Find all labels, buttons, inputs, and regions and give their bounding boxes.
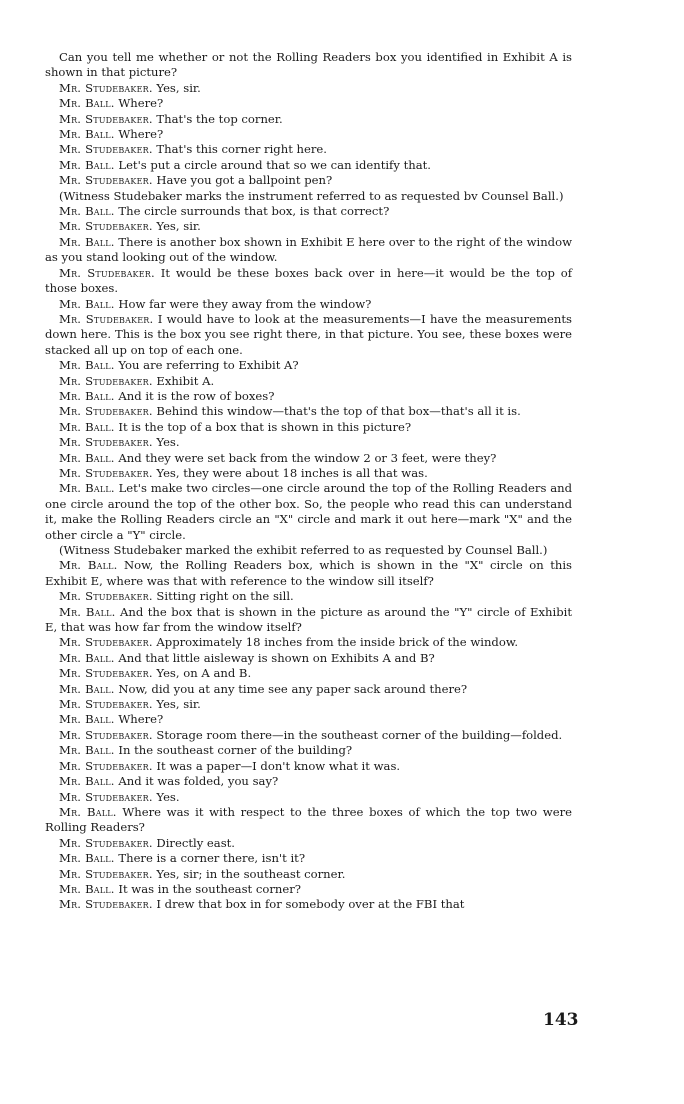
speech-text: Yes, sir. xyxy=(156,697,201,712)
speech-text: Storage room there—in the southeast corner of the building—folded. xyxy=(156,727,563,742)
transcript-paragraph xyxy=(45,142,572,157)
speaker-name: Mr. Studebaker. xyxy=(59,219,153,234)
speech-text: (Witness Studebaker marks the instrument referred to as requested bv Counsel Ball.) xyxy=(59,188,564,203)
speaker-name: Mr. Studebaker. xyxy=(59,697,153,712)
transcript-paragraph xyxy=(45,451,572,466)
transcript-paragraph xyxy=(45,158,572,173)
speech-text: There is a corner there, isn't it? xyxy=(118,851,306,866)
transcript-paragraph xyxy=(45,589,572,604)
speech-text: Now, the Rolling Readers box, which is shown in the "X" circle on this Exhibit E, where was that with reference to the window sill itself? xyxy=(45,558,572,588)
speaker-name: Mr. Ball. xyxy=(59,296,115,311)
speaker-name: Mr. Ball. xyxy=(59,481,115,496)
speaker-name: Mr. Studebaker. xyxy=(59,897,153,912)
speech-text: Directly east. xyxy=(156,835,235,850)
transcript-paragraph xyxy=(45,466,572,481)
speech-text: Yes. xyxy=(156,435,180,450)
speech-text: And it was folded, you say? xyxy=(118,774,279,789)
speaker-name: Mr. Studebaker. xyxy=(59,142,153,157)
speaker-name: Mr. Studebaker. xyxy=(59,727,153,742)
transcript-paragraph xyxy=(45,173,572,188)
speech-text: I would have to look at the measurements—I have the measurements down here. This is the box you see right there, in that picture. You see, these boxes were stacked all up on top of each one. xyxy=(45,311,572,357)
transcript-paragraph xyxy=(45,189,572,204)
transcript-paragraph xyxy=(45,266,572,297)
transcript-paragraph xyxy=(45,867,572,882)
transcript-paragraph xyxy=(45,882,572,897)
speaker-name: Mr. Studebaker. xyxy=(59,666,153,681)
speaker-name: Mr. Ball. xyxy=(59,358,115,373)
transcript-paragraph xyxy=(45,697,572,712)
speech-text: Have you got a ballpoint pen? xyxy=(156,173,333,188)
speaker-name: Mr. Ball. xyxy=(59,558,118,573)
speech-text: Approximately 18 inches from the inside brick of the window. xyxy=(156,635,519,650)
transcript-paragraph xyxy=(45,851,572,866)
transcript-paragraph xyxy=(45,435,572,450)
speech-text: Exhibit A. xyxy=(156,373,215,388)
transcript-paragraph xyxy=(45,728,572,743)
speech-text: Where? xyxy=(118,96,164,111)
transcript-paragraph xyxy=(45,235,572,266)
transcript-paragraph xyxy=(45,312,572,358)
speech-text: Now, did you at any time see any paper sack around there? xyxy=(118,681,468,696)
speaker-name: Mr. Ball. xyxy=(59,419,115,434)
speech-text: Yes. xyxy=(156,789,180,804)
transcript-paragraph xyxy=(45,420,572,435)
transcript-body xyxy=(45,50,572,913)
speech-text: In the southeast corner of the building? xyxy=(118,743,353,758)
transcript-paragraph xyxy=(45,112,572,127)
transcript-paragraph xyxy=(45,682,572,697)
speaker-name: Mr. Studebaker. xyxy=(59,589,153,604)
transcript-paragraph xyxy=(45,774,572,789)
speech-text: It was in the southeast corner? xyxy=(118,881,301,896)
speech-text: And they were set back from the window 2 or 3 feet, were they? xyxy=(118,450,497,465)
transcript-paragraph xyxy=(45,96,572,111)
transcript-paragraph xyxy=(45,81,572,96)
speech-text: Where was it with respect to the three boxes of which the top two were Rolling Readers? xyxy=(45,804,572,835)
speaker-name: Mr. Ball. xyxy=(59,388,115,403)
transcript-paragraph xyxy=(45,712,572,727)
speaker-name: Mr. Studebaker. xyxy=(59,835,153,850)
speaker-name: Mr. Studebaker. xyxy=(59,311,154,326)
speaker-name: Mr. Ball. xyxy=(59,881,115,896)
transcript-paragraph xyxy=(45,50,572,81)
speaker-name: Mr. Studebaker. xyxy=(59,635,153,650)
speaker-name: Mr. Studebaker. xyxy=(59,173,153,188)
speech-text: Let's make two circles—one circle around the top of the Rolling Readers and one circle around the top of the other box. So, the people who read this can understand it, make the Rolling Readers circle an "X" circle and mark it out here—mark "X" and the other circle a "Y" circle. xyxy=(45,481,572,542)
speaker-name: Mr. Ball. xyxy=(59,851,115,866)
speaker-name: Mr. Ball. xyxy=(59,96,115,111)
speech-text: (Witness Studebaker marked the exhibit referred to as requested by Counsel Ball.) xyxy=(59,543,548,557)
page-number: 143 xyxy=(543,1010,579,1030)
speaker-name: Mr. Studebaker. xyxy=(59,111,153,126)
transcript-paragraph xyxy=(45,605,572,636)
speech-text: Yes, they were about 18 inches is all that was. xyxy=(156,465,428,480)
transcript-paragraph xyxy=(45,651,572,666)
speech-text: The circle surrounds that box, is that correct? xyxy=(118,204,390,219)
speaker-name: Mr. Ball. xyxy=(59,450,115,465)
transcript-paragraph xyxy=(45,805,572,836)
speech-text: It was a paper—I don't know what it was. xyxy=(156,758,401,773)
speaker-name: Mr. Ball. xyxy=(59,157,115,172)
transcript-paragraph xyxy=(45,219,572,234)
speech-text: Yes, sir; in the southeast corner. xyxy=(156,866,346,881)
transcript-paragraph xyxy=(45,127,572,142)
transcript-paragraph xyxy=(45,558,572,589)
speech-text: You are referring to Exhibit A? xyxy=(118,358,299,373)
speech-text: Behind this window—that's the top of that box—that's all it is. xyxy=(156,404,521,419)
speaker-name: Mr. Studebaker. xyxy=(59,80,153,95)
transcript-paragraph xyxy=(45,389,572,404)
transcript-paragraph xyxy=(45,790,572,805)
speaker-name: Mr. Studebaker. xyxy=(59,789,153,804)
speaker-name: Mr. Ball. xyxy=(59,127,115,142)
speaker-name: Mr. Studebaker. xyxy=(59,435,153,450)
speaker-name: Mr. Ball. xyxy=(59,774,115,789)
speech-text: How far were they away from the window? xyxy=(118,296,372,311)
speech-text: Yes, on A and B. xyxy=(156,666,252,681)
speaker-name: Mr. Ball. xyxy=(59,650,115,665)
speaker-name: Mr. Ball. xyxy=(59,604,116,619)
speech-text: Where? xyxy=(118,712,164,727)
transcript-paragraph xyxy=(45,374,572,389)
speaker-name: Mr. Studebaker. xyxy=(59,373,153,388)
speaker-name: Mr. Ball. xyxy=(59,204,115,219)
transcript-paragraph xyxy=(45,897,572,912)
transcript-paragraph xyxy=(45,204,572,219)
transcript-paragraph xyxy=(45,836,572,851)
transcript-paragraph xyxy=(45,743,572,758)
speech-text: It is the top of a box that is shown in this picture? xyxy=(118,419,412,434)
speaker-name: Mr. Ball. xyxy=(59,804,117,819)
speaker-name: Mr. Ball. xyxy=(59,681,115,696)
speech-text: There is another box shown in Exhibit E here over to the right of the window as you stand looking out of the window. xyxy=(45,234,572,265)
transcript-paragraph xyxy=(45,297,572,312)
speaker-name: Mr. Studebaker. xyxy=(59,404,153,419)
speaker-name: Mr. Studebaker. xyxy=(59,866,153,881)
speech-text: Let's put a circle around that so we can identify that. xyxy=(118,157,431,172)
speaker-name: Mr. Studebaker. xyxy=(59,265,155,280)
transcript-paragraph xyxy=(45,481,572,543)
speaker-name: Mr. Studebaker. xyxy=(59,758,153,773)
transcript-paragraph xyxy=(45,759,572,774)
transcript-paragraph xyxy=(45,404,572,419)
transcript-paragraph xyxy=(45,666,572,681)
speech-text: That's the top corner. xyxy=(156,111,283,126)
speaker-name: Mr. Studebaker. xyxy=(59,465,153,480)
speaker-name: Mr. Ball. xyxy=(59,234,115,249)
transcript-paragraph xyxy=(45,635,572,650)
speech-text: I drew that box in for somebody over at the FBI that xyxy=(156,897,465,912)
speech-text: It would be these boxes back over in here—it would be the top of those boxes. xyxy=(45,265,572,296)
transcript-paragraph xyxy=(45,543,572,558)
speaker-name: Mr. Ball. xyxy=(59,712,115,727)
speech-text: Where? xyxy=(118,127,164,142)
speech-text: And the box that is shown in the picture as around the "Y" circle of Exhibit E, that was how far from the window itself? xyxy=(45,604,572,635)
speech-text: Sitting right on the sill. xyxy=(156,589,294,604)
speaker-name: Mr. Ball. xyxy=(59,743,115,758)
speech-text: Yes, sir. xyxy=(156,80,201,95)
speech-text: Yes, sir. xyxy=(156,219,201,234)
speech-text: Can you tell me whether or not the Rolling Readers box you identified in Exhibit A is shown in that picture? xyxy=(45,50,572,80)
transcript-paragraph xyxy=(45,358,572,373)
speech-text: And that little aisleway is shown on Exhibits A and B? xyxy=(118,650,435,665)
speech-text: That's this corner right here. xyxy=(156,142,327,157)
speech-text: And it is the row of boxes? xyxy=(118,388,275,403)
